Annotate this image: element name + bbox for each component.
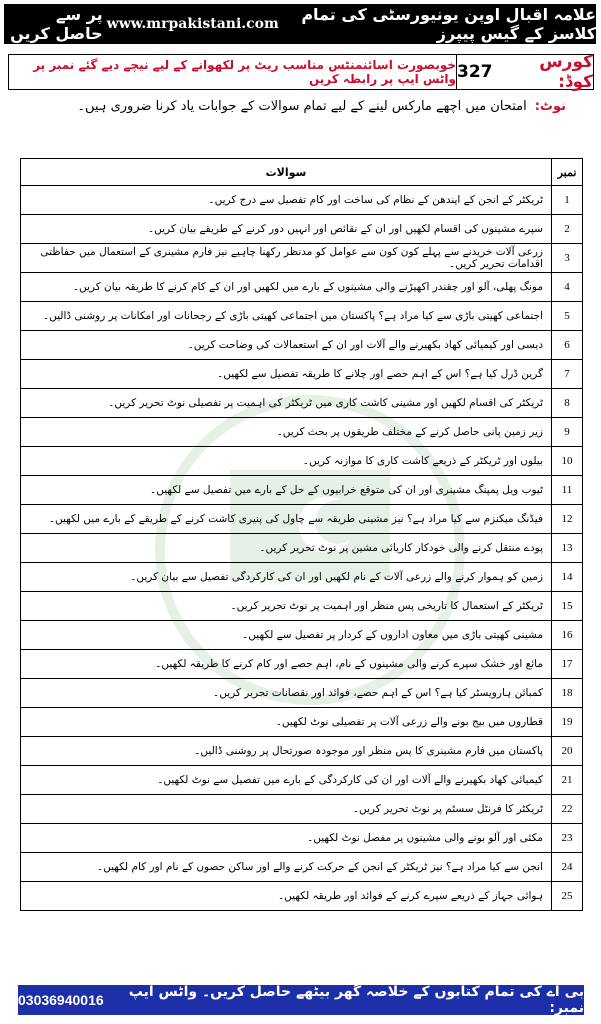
question-number: 10 bbox=[552, 447, 583, 476]
question-text: پودے منتقل کرنے والی خودکار کاریائی مشین پر نوٹ تحریر کریں۔ bbox=[21, 534, 552, 563]
question-text: کمبائن ہارویسٹر کیا ہے؟ اس کے اہم حصے، فوائد اور نقصانات تحریر کریں۔ bbox=[21, 679, 552, 708]
table-row bbox=[21, 708, 583, 737]
table-row bbox=[21, 418, 583, 447]
table-row bbox=[21, 215, 583, 244]
question-text: ٹریکٹر کا فرنٹل سسٹم پر نوٹ تحریر کریں۔ bbox=[21, 795, 552, 824]
questions-table bbox=[20, 158, 583, 911]
question-number: 2 bbox=[552, 215, 583, 244]
question-number: 21 bbox=[552, 766, 583, 795]
table-row bbox=[21, 795, 583, 824]
table-row bbox=[21, 853, 583, 882]
table-row bbox=[21, 447, 583, 476]
question-number: 6 bbox=[552, 331, 583, 360]
footer-phone[interactable]: 03036940016 bbox=[18, 992, 104, 1008]
question-text: ٹریکٹر کے انجن کے ایندھن کے نظام کی ساخت اور کام تفصیل سے درج کریں۔ bbox=[21, 186, 552, 215]
table-row bbox=[21, 302, 583, 331]
table-row bbox=[21, 650, 583, 679]
header-title-before: علامہ اقبال اوپن یونیورسٹی کی تمام کلاسز کے گیس پیپرز bbox=[301, 5, 596, 43]
question-number: 13 bbox=[552, 534, 583, 563]
header-title-after: پر سے حاصل کریں bbox=[10, 5, 103, 43]
question-text: زمین کو ہموار کرنے والے زرعی آلات کے نام لکھیں اور ان کی کارکردگی تفصیل سے بیان کریں۔ bbox=[21, 563, 552, 592]
question-text: زیر زمین پانی حاصل کرنے کے مختلف طریقوں پر بحث کریں۔ bbox=[21, 418, 552, 447]
question-number: 5 bbox=[552, 302, 583, 331]
question-text: زرعی آلات خریدنے سے پہلے کون کون سے عوامل کو مدنظر رکھنا چاہیے نیز فارم مشینری کے استعمال میں حفاظتی اقدامات تحریر کریں۔ bbox=[21, 244, 552, 273]
question-number: 12 bbox=[552, 505, 583, 534]
course-code-label: کورس کوڈ: bbox=[539, 52, 593, 92]
course-box bbox=[8, 54, 594, 90]
table-row bbox=[21, 592, 583, 621]
question-number: 24 bbox=[552, 853, 583, 882]
question-number: 7 bbox=[552, 360, 583, 389]
question-text: گرین ڈرل کیا ہے؟ اس کے اہم حصے اور چلانے کا طریقہ تفصیل سے لکھیں۔ bbox=[21, 360, 552, 389]
question-number: 15 bbox=[552, 592, 583, 621]
question-text: مائع اور خشک سپرے کرنے والی مشینوں کے نام، اہم حصے اور کام کرنے کا طریقہ لکھیں۔ bbox=[21, 650, 552, 679]
question-text: مکئی اور آلو بونے والی مشینوں پر مفصل نوٹ لکھیں۔ bbox=[21, 824, 552, 853]
question-text: ٹریکٹر کی اقسام لکھیں اور مشینی کاشت کاری میں ٹریکٹر کی اہمیت پر تفصیلی نوٹ تحریر کریں۔ bbox=[21, 389, 552, 418]
header-questions: سوالات bbox=[21, 159, 552, 186]
question-text: دیسی اور کیمیائی کھاد بکھیرنے والے آلات اور ان کے استعمالات کی وضاحت کریں۔ bbox=[21, 331, 552, 360]
question-text: پاکستان میں فارم مشینری کا پس منظر اور موجودہ صورتحال پر روشنی ڈالیں۔ bbox=[21, 737, 552, 766]
question-text: مشینی کھیتی باڑی میں معاون اداروں کے کردار پر تفصیل سے لکھیں۔ bbox=[21, 621, 552, 650]
table-row bbox=[21, 360, 583, 389]
table-row bbox=[21, 244, 583, 273]
question-number: 20 bbox=[552, 737, 583, 766]
question-number: 17 bbox=[552, 650, 583, 679]
question-text: ہوائی جہاز کے ذریعے سپرے کرنے کے فوائد اور طریقہ لکھیں۔ bbox=[21, 882, 552, 911]
question-text: ٹیوب ویل پمپنگ مشینری اور ان کی متوقع خرابیوں کے حل کے بارے میں تفصیل سے لکھیں۔ bbox=[21, 476, 552, 505]
header-number: نمبر bbox=[552, 159, 583, 186]
question-number: 18 bbox=[552, 679, 583, 708]
table-row bbox=[21, 563, 583, 592]
question-text: اجتماعی کھیتی باڑی سے کیا مراد ہے؟ پاکستان میں اجتماعی کھیتی باڑی کے رجحانات اور امکانات پر روشنی ڈالیں۔ bbox=[21, 302, 552, 331]
question-number: 25 bbox=[552, 882, 583, 911]
table-row bbox=[21, 621, 583, 650]
table-row bbox=[21, 737, 583, 766]
question-number: 16 bbox=[552, 621, 583, 650]
table-row bbox=[21, 679, 583, 708]
question-number: 3 bbox=[552, 244, 583, 273]
table-row bbox=[21, 505, 583, 534]
note-line bbox=[8, 92, 592, 120]
table-row bbox=[21, 186, 583, 215]
question-text: مونگ پھلی، آلو اور چقندر اکھیڑنے والی مشینوں کے بارے میں لکھیں اور ان کے کام کرنے کا طریقہ بیان کریں۔ bbox=[21, 273, 552, 302]
questions-body bbox=[21, 186, 583, 911]
question-number: 23 bbox=[552, 824, 583, 853]
question-text: سپرے مشینوں کی اقسام لکھیں اور ان کے نقائص اور انہیں دور کرنے کے طریقے بیان کریں۔ bbox=[21, 215, 552, 244]
header-url-link[interactable]: www.mrpakistani.com bbox=[106, 16, 279, 32]
table-header-row bbox=[21, 159, 583, 186]
question-text: انجن سے کیا مراد ہے؟ نیز ٹریکٹر کے انجن کے حرکت کرنے والے اور ساکن حصوں کے نام اور کام لکھیں۔ bbox=[21, 853, 552, 882]
question-number: 4 bbox=[552, 273, 583, 302]
note-text: امتحان میں اچھے مارکس لینے کے لیے تمام سوالات کے جوابات یاد کرنا ضروری ہیں۔ bbox=[77, 98, 527, 114]
top-header-bar bbox=[4, 4, 596, 44]
table-row bbox=[21, 882, 583, 911]
table-row bbox=[21, 273, 583, 302]
table-row bbox=[21, 766, 583, 795]
question-number: 19 bbox=[552, 708, 583, 737]
question-number: 11 bbox=[552, 476, 583, 505]
question-number: 22 bbox=[552, 795, 583, 824]
question-number: 14 bbox=[552, 563, 583, 592]
table-row bbox=[21, 476, 583, 505]
course-code-cell bbox=[456, 52, 593, 92]
question-text: کیمیائی کھاد بکھیرنے والے آلات اور ان کی کارکردگی کے بارے میں تفصیل سے نوٹ لکھیں۔ bbox=[21, 766, 552, 795]
footer-bar bbox=[18, 985, 584, 1015]
course-promo-text: خوبصورت اسائنمنٹس مناسب ریٹ پر لکھوانے کے لیے نیچے دیے گئے نمبر پر واٹس ایپ پر رابطہ کریں bbox=[33, 58, 456, 86]
footer-text: بی اے کی تمام کتابوں کے خلاصہ گھر بیٹھے حاصل کریں۔ واٹس ایپ نمبر: bbox=[128, 984, 584, 1016]
note-label: نوٹ: bbox=[534, 98, 566, 114]
table-row bbox=[21, 534, 583, 563]
table-row bbox=[21, 331, 583, 360]
course-code-number: 327 bbox=[457, 62, 493, 82]
question-number: 9 bbox=[552, 418, 583, 447]
question-number: 8 bbox=[552, 389, 583, 418]
question-text: بیلوں اور ٹریکٹر کے ذریعے کاشت کاری کا موازنہ کریں۔ bbox=[21, 447, 552, 476]
question-text: ٹریکٹر کے استعمال کا تاریخی پس منظر اور اہمیت پر نوٹ تحریر کریں۔ bbox=[21, 592, 552, 621]
question-number: 1 bbox=[552, 186, 583, 215]
question-text: فیڈنگ میکنزم سے کیا مراد ہے؟ نیز مشینی طریقہ سے چاول کی پنیری کاشت کرنے کے طریقے کے بارے میں لکھیں۔ bbox=[21, 505, 552, 534]
question-text: قطاروں میں بیج بونے والے زرعی آلات پر تفصیلی نوٹ لکھیں۔ bbox=[21, 708, 552, 737]
table-row bbox=[21, 824, 583, 853]
table-row bbox=[21, 389, 583, 418]
